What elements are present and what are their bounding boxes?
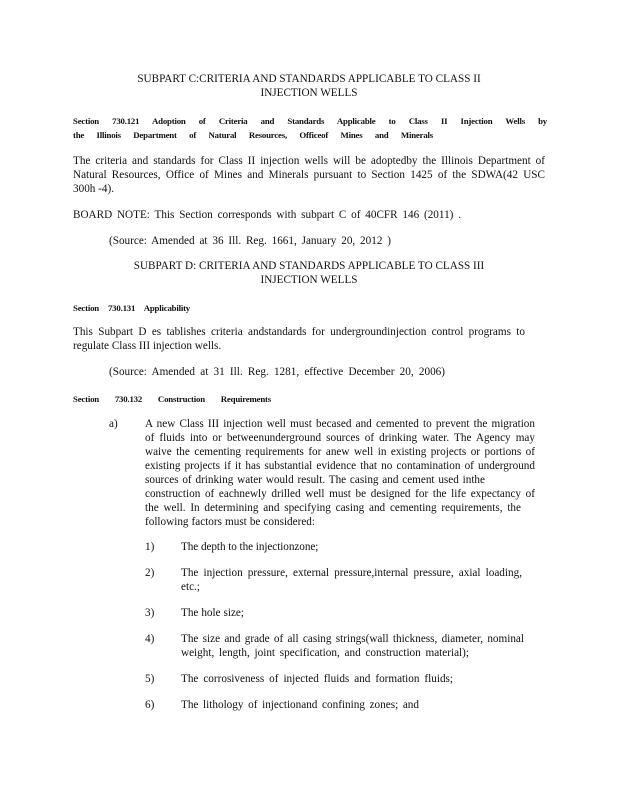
item-a-line5: sources of drinking water would result. The casing and cement used inthe bbox=[145, 474, 485, 486]
section-121-heading-line1: Section 730.121 Adoption of Criteria and Standards Applicable to Class II Injection Wells by bbox=[73, 116, 547, 126]
factor-4-text-line2: weight, length, joint specification, and construction material); bbox=[181, 647, 469, 659]
section-121-board-note: BOARD NOTE: This Section corresponds with subpart C of 40CFR 146 (2011) . bbox=[73, 209, 461, 221]
subpart-c-title-line2: INJECTION WELLS bbox=[260, 87, 358, 99]
factor-2-label: 2) bbox=[145, 567, 155, 579]
factor-6-label: 6) bbox=[145, 699, 155, 711]
item-a-line2: of fluids into or betweenunderground sources of drinking water. The Agency may bbox=[145, 432, 535, 444]
item-a-line7: the well. In determining and specifying casing and cementing requirements, the bbox=[145, 502, 521, 514]
section-121-body-line2: Natural Resources, Office of Mines and Minerals pursuant to Section 1425 of the SDWA(42 USC bbox=[73, 169, 545, 181]
factor-2-text-line2: etc.; bbox=[181, 581, 200, 593]
subpart-c-title-line1: SUBPART C:CRITERIA AND STANDARDS APPLICABLE TO CLASS II bbox=[137, 73, 481, 85]
factor-6-text: The lithology of injectionand confining zones; and bbox=[181, 699, 419, 711]
item-a-line4: existing projects if it has substantial evidence that no contamination of underground bbox=[145, 460, 535, 472]
factor-5-label: 5) bbox=[145, 673, 155, 685]
item-a-line3: waive the cementing requirements for anew well in existing projects or portions of bbox=[145, 446, 535, 458]
factor-5-text: The corrosiveness of injected fluids and formation fluids; bbox=[181, 673, 453, 685]
item-a-line6: construction of eachnewly drilled well must be designed for the life expectancy of bbox=[145, 488, 535, 500]
item-a-line1: A new Class III injection well must becased and cemented to prevent the migration bbox=[145, 418, 535, 430]
section-121-body-line3: 300h -4). bbox=[73, 183, 115, 195]
item-a-line8: following factors must be considered: bbox=[145, 516, 315, 528]
section-132-heading: Section 730.132 Construction Requirements bbox=[73, 394, 271, 404]
item-a-label: a) bbox=[109, 418, 118, 430]
section-121-heading-line2: the Illinois Department of Natural Resources, Officeof Mines and Minerals bbox=[73, 130, 433, 140]
factor-2-text-line1: The injection pressure, external pressure,internal pressure, axial loading, bbox=[181, 567, 522, 579]
factor-3-text: The hole size; bbox=[181, 607, 244, 619]
factor-3-label: 3) bbox=[145, 607, 155, 619]
subpart-d-title-line1: SUBPART D: CRITERIA AND STANDARDS APPLICABLE TO CLASS III bbox=[133, 260, 485, 272]
section-131-body-line1: This Subpart D es tablishes criteria andstandards for undergroundinjection control programs to bbox=[73, 326, 525, 338]
subpart-d-title-line2: INJECTION WELLS bbox=[260, 274, 358, 286]
factor-4-label: 4) bbox=[145, 633, 155, 645]
section-131-source: (Source: Amended at 31 Ill. Reg. 1281, effective December 20, 2006) bbox=[109, 366, 445, 378]
section-131-heading: Section 730.131 Applicability bbox=[73, 303, 190, 313]
factor-1-label: 1) bbox=[145, 541, 155, 553]
section-121-source: (Source: Amended at 36 Ill. Reg. 1661, January 20, 2012 ) bbox=[109, 235, 391, 247]
factor-4-text-line1: The size and grade of all casing strings(wall thickness, diameter, nominal bbox=[181, 633, 524, 645]
section-121-body-line1: The criteria and standards for Class II injection wells will be adoptedby the Illinois Department of bbox=[73, 155, 545, 167]
section-131-body-line2: regulate Class III injection wells. bbox=[73, 340, 222, 352]
factor-1-text: The depth to the injectionzone; bbox=[181, 541, 319, 553]
